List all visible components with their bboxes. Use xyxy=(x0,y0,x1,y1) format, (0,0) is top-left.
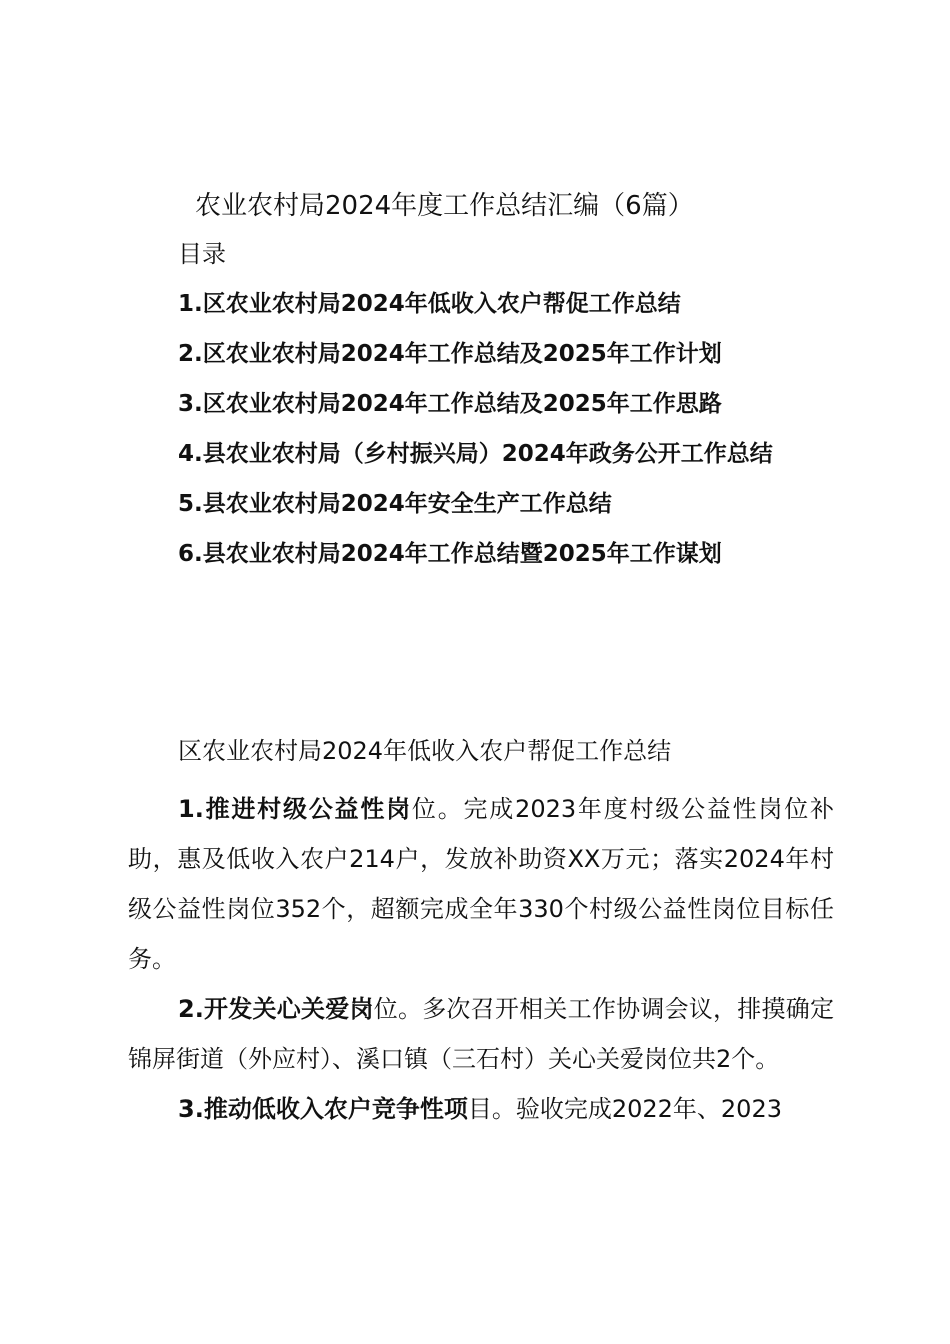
toc-item-2[interactable]: 2.区农业农村局2024年工作总结及2025年工作计划 xyxy=(178,341,722,367)
table-of-contents xyxy=(178,286,773,586)
paragraph-1-lead: 1.推进村级公益性岗 xyxy=(178,795,412,823)
paragraph-2-lead: 2.开发关心关爱岗 xyxy=(178,995,374,1023)
toc-heading: 目录 xyxy=(178,240,226,268)
paragraph-3 xyxy=(128,1084,834,1134)
toc-item-6[interactable]: 6.县农业农村局2024年工作总结暨2025年工作谋划 xyxy=(178,541,722,567)
toc-item-3[interactable]: 3.区农业农村局2024年工作总结及2025年工作思路 xyxy=(178,391,722,417)
paragraph-1 xyxy=(128,784,834,984)
section-title: 区农业农村局2024年低收入农户帮促工作总结 xyxy=(178,737,672,765)
toc-item-1[interactable]: 1.区农业农村局2024年低收入农户帮促工作总结 xyxy=(178,291,681,317)
toc-item-5[interactable]: 5.县农业农村局2024年安全生产工作总结 xyxy=(178,491,612,517)
section-body xyxy=(128,784,834,1134)
paragraph-3-text: 目。验收完成2022年、2023 xyxy=(467,1095,782,1123)
document-title: 农业农村局2024年度工作总结汇编（6篇） xyxy=(195,191,694,221)
paragraph-2 xyxy=(128,984,834,1084)
paragraph-3-lead: 3.推动低收入农户竞争性项 xyxy=(178,1095,468,1123)
paragraph-1-text: 位。完成2023年度村级公益性岗位补助，惠及低收入农户214户，发放补助资XX万元；落实2024年村级公益性岗位352个，超额完成全年330个村级公益性岗位目标任务。 xyxy=(128,795,834,973)
paragraph-2-text: 位。多次召开相关工作协调会议，排摸确定锦屏街道（外应村）、溪口镇（三石村）关心关爱岗位共2个。 xyxy=(128,995,834,1073)
toc-item-4[interactable]: 4.县农业农村局（乡村振兴局）2024年政务公开工作总结 xyxy=(178,441,773,467)
